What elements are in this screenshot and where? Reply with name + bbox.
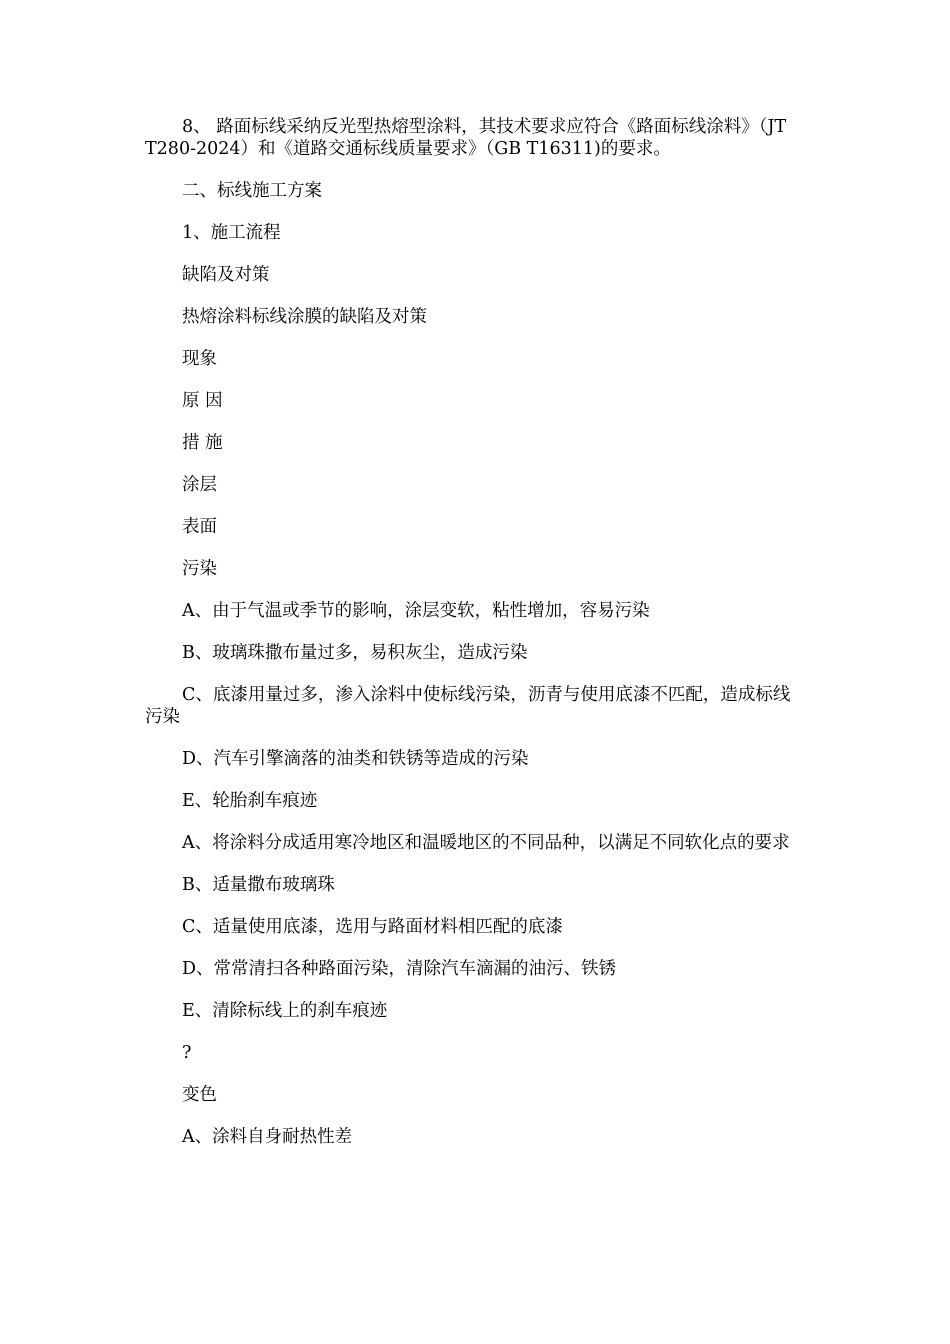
list-item: A、将涂料分成适用寒冷地区和温暖地区的不同品种，以满足不同软化点的要求 bbox=[182, 833, 790, 853]
list-item: C、底漆用量过多，渗入涂料中使标线污染，沥青与使用底漆不匹配，造成标线污染 bbox=[145, 685, 791, 727]
paragraph-spec-requirement: 8、 路面标线采纳反光型热熔型涂料，其技术要求应符合《路面标线涂料》（JT T280-2024）和《道路交通标线质量要求》（GB T16311)的要求。 bbox=[145, 117, 792, 159]
list-item: B、适量撒布玻璃珠 bbox=[182, 875, 335, 895]
paragraph: 缺陷及对策 bbox=[182, 265, 270, 285]
paragraph: 变色 bbox=[182, 1085, 217, 1105]
list-item: E、轮胎刹车痕迹 bbox=[182, 791, 318, 811]
paragraph: 措 施 bbox=[182, 433, 223, 453]
list-item: C、适量使用底漆，选用与路面材料相匹配的底漆 bbox=[182, 917, 563, 937]
paragraph: 涂层 bbox=[182, 475, 217, 495]
paragraph: 现象 bbox=[182, 349, 217, 369]
subsection-heading: 1、施工流程 bbox=[182, 223, 281, 243]
paragraph: 原 因 bbox=[182, 391, 223, 411]
document-body bbox=[145, 116, 795, 1168]
list-item: D、常常清扫各种路面污染，清除汽车滴漏的油污、铁锈 bbox=[182, 959, 617, 979]
paragraph: ? bbox=[182, 1043, 192, 1063]
list-item: A、由于气温或季节的影响，涂层变软，粘性增加，容易污染 bbox=[182, 601, 650, 621]
list-item: D、汽车引擎滴落的油类和铁锈等造成的污染 bbox=[182, 749, 529, 769]
section-heading: 二、标线施工方案 bbox=[182, 181, 322, 201]
paragraph: 污染 bbox=[182, 559, 217, 579]
list-item: B、玻璃珠撒布量过多，易积灰尘，造成污染 bbox=[182, 643, 528, 663]
paragraph: 表面 bbox=[182, 517, 217, 537]
list-item: E、清除标线上的刹车痕迹 bbox=[182, 1001, 388, 1021]
list-item: A、涂料自身耐热性差 bbox=[182, 1127, 353, 1147]
paragraph: 热熔涂料标线涂膜的缺陷及对策 bbox=[182, 307, 427, 327]
